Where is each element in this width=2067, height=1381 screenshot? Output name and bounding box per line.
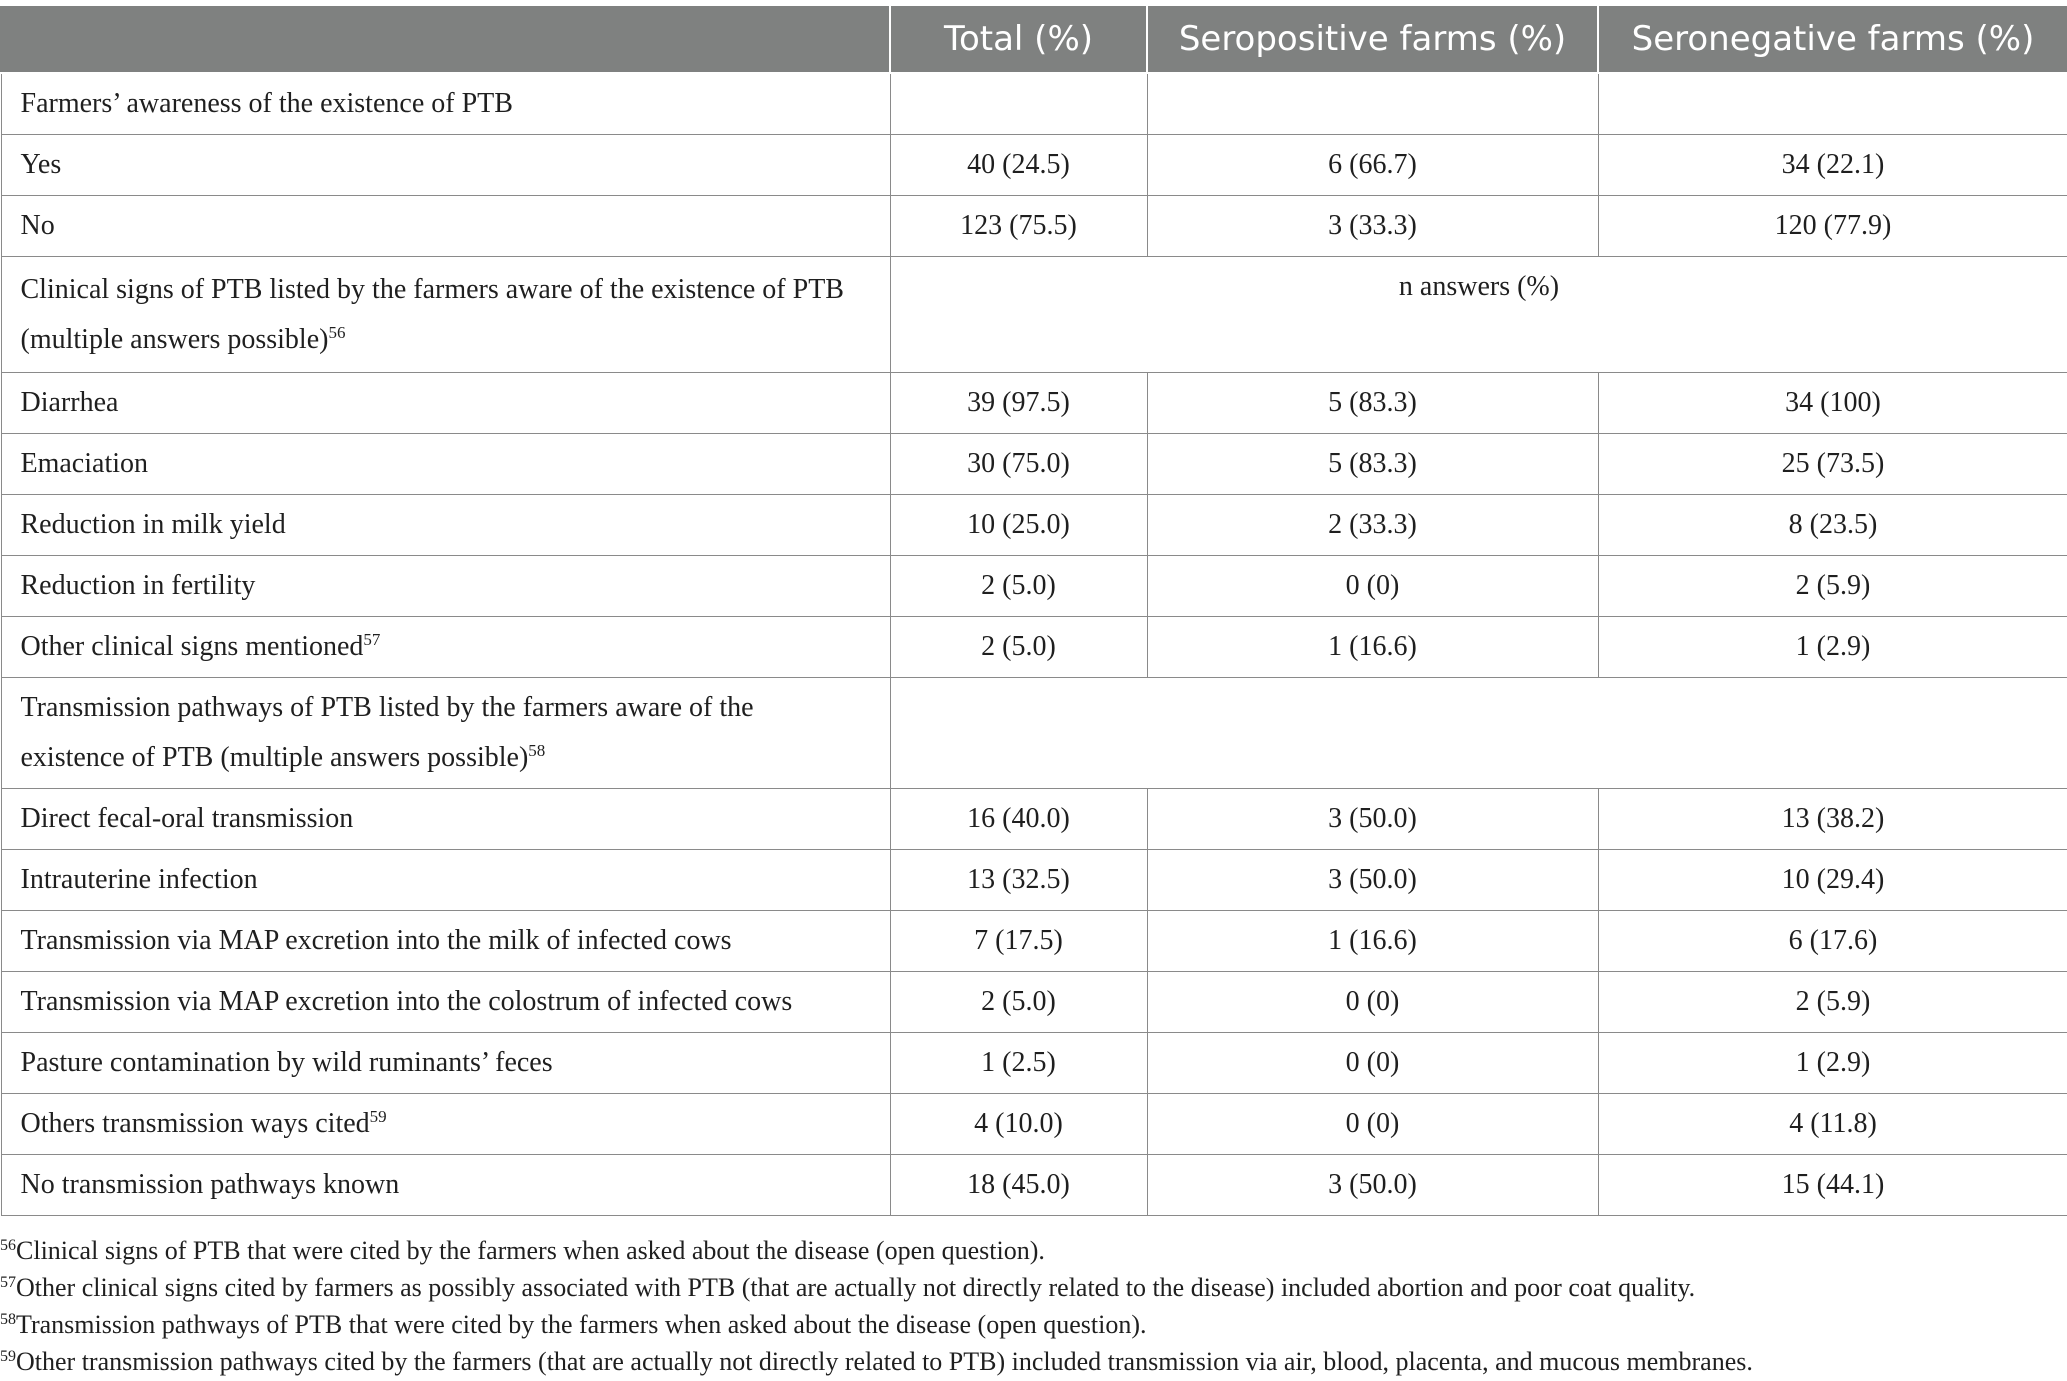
cell-seronegative: 15 (44.1) <box>1598 1155 2067 1216</box>
n-answers-label: n answers (%) <box>890 257 2067 373</box>
row-label: Diarrhea <box>1 373 890 434</box>
cell-total: 18 (45.0) <box>890 1155 1147 1216</box>
cell-seropositive: 6 (66.7) <box>1147 135 1598 196</box>
row-label: Yes <box>1 135 890 196</box>
section-title: Transmission pathways of PTB listed by the farmers aware of the existence of PTB (multiple answers possible)$^{58}$ <box>1 678 890 789</box>
cell-seronegative: 4 (11.8) <box>1598 1094 2067 1155</box>
cell-seropositive: 3 (33.3) <box>1147 196 1598 257</box>
cell-total: 13 (32.5) <box>890 850 1147 911</box>
footnote-ref: 57 <box>363 630 381 649</box>
table-row <box>1 196 2067 257</box>
row-label: Pasture contamination by wild ruminants’ feces <box>1 1033 890 1094</box>
table-row <box>1 556 2067 617</box>
cell-total: 1 (2.5) <box>890 1033 1147 1094</box>
cell-seropositive: 1 (16.6) <box>1147 617 1598 678</box>
cell-seronegative: 120 (77.9) <box>1598 196 2067 257</box>
row-label: No <box>1 196 890 257</box>
cell-total: 123 (75.5) <box>890 196 1147 257</box>
cell-seropositive: 5 (83.3) <box>1147 434 1598 495</box>
row-label: Reduction in fertility <box>1 556 890 617</box>
cell-total: 2 (5.0) <box>890 617 1147 678</box>
table-row <box>1 617 2067 678</box>
row-label: Transmission via MAP excretion into the colostrum of infected cows <box>1 972 890 1033</box>
cell-seropositive: 0 (0) <box>1147 1094 1598 1155</box>
cell-total: 2 (5.0) <box>890 972 1147 1033</box>
cell-seropositive: 3 (50.0) <box>1147 1155 1598 1216</box>
row-label: Others transmission ways cited$^{59}$ <box>1 1094 890 1155</box>
cell-seropositive: 0 (0) <box>1147 972 1598 1033</box>
cell-seropositive: 0 (0) <box>1147 556 1598 617</box>
cell-seronegative: 34 (22.1) <box>1598 135 2067 196</box>
cell-total: 40 (24.5) <box>890 135 1147 196</box>
row-label: Transmission via MAP excretion into the milk of infected cows <box>1 911 890 972</box>
header-label <box>1 5 890 73</box>
row-label: No transmission pathways known <box>1 1155 890 1216</box>
table-row <box>1 850 2067 911</box>
footnotes <box>0 1232 2067 1380</box>
table-row <box>1 1155 2067 1216</box>
cell-total: 39 (97.5) <box>890 373 1147 434</box>
table-row <box>1 434 2067 495</box>
cell-seropositive: 0 (0) <box>1147 1033 1598 1094</box>
table-row <box>1 373 2067 434</box>
header-row <box>1 5 2067 73</box>
section-row-awareness <box>1 73 2067 135</box>
cell-seronegative: 8 (23.5) <box>1598 495 2067 556</box>
section-title: Farmers’ awareness of the existence of PTB <box>1 73 890 135</box>
cell-seronegative: 13 (38.2) <box>1598 789 2067 850</box>
header-total: Total (%) <box>890 5 1147 73</box>
cell-seropositive: 5 (83.3) <box>1147 373 1598 434</box>
cell-seropositive: 1 (16.6) <box>1147 911 1598 972</box>
cell-seropositive: 3 (50.0) <box>1147 850 1598 911</box>
table-row <box>1 789 2067 850</box>
section-row-transmission <box>1 678 2067 789</box>
cell-total: 30 (75.0) <box>890 434 1147 495</box>
footnote: $^{58}$Transmission pathways of PTB that were cited by the farmers when asked about the disease (open question). <box>0 1310 1147 1339</box>
survey-table <box>0 4 2067 1216</box>
footnote: $^{56}$Clinical signs of PTB that were cited by the farmers when asked about the disease (open question). <box>0 1236 1045 1265</box>
cell-total: 10 (25.0) <box>890 495 1147 556</box>
cell-total: 16 (40.0) <box>890 789 1147 850</box>
cell-seronegative: 1 (2.9) <box>1598 1033 2067 1094</box>
cell-total: 7 (17.5) <box>890 911 1147 972</box>
header-seronegative: Seronegative farms (%) <box>1598 5 2067 73</box>
footnote: $^{59}$Other transmission pathways cited by the farmers (that are actually not directly related to PTB) included transmission via air, blood, placenta, and mucous membranes. <box>0 1347 1753 1376</box>
cell-seronegative: 6 (17.6) <box>1598 911 2067 972</box>
footnote: $^{57}$Other clinical signs cited by farmers as possibly associated with PTB (that are actually not directly related to the disease) included abortion and poor coat quality. <box>0 1273 1696 1302</box>
cell-seronegative: 2 (5.9) <box>1598 972 2067 1033</box>
table-row <box>1 495 2067 556</box>
table-row <box>1 135 2067 196</box>
section-row-clinical <box>1 257 2067 373</box>
section-title: Clinical signs of PTB listed by the farmers aware of the existence of PTB (multiple answers possible)$^{56}$ <box>1 257 890 373</box>
cell-seropositive: 3 (50.0) <box>1147 789 1598 850</box>
table-row <box>1 1033 2067 1094</box>
cell-seronegative: 2 (5.9) <box>1598 556 2067 617</box>
row-label: Reduction in milk yield <box>1 495 890 556</box>
cell-seronegative: 34 (100) <box>1598 373 2067 434</box>
row-label: Other clinical signs mentioned$^{57}$ <box>1 617 890 678</box>
footnote-ref: 56 <box>328 322 346 342</box>
cell-seronegative: 1 (2.9) <box>1598 617 2067 678</box>
row-label: Intrauterine infection <box>1 850 890 911</box>
header-seropositive: Seropositive farms (%) <box>1147 5 1598 73</box>
cell-seronegative: 10 (29.4) <box>1598 850 2067 911</box>
cell-seronegative: 25 (73.5) <box>1598 434 2067 495</box>
data-table-container <box>0 4 2067 1216</box>
cell-seropositive: 2 (33.3) <box>1147 495 1598 556</box>
footnote-ref: 59 <box>369 1107 387 1126</box>
table-row <box>1 911 2067 972</box>
row-label: Emaciation <box>1 434 890 495</box>
table-row <box>1 1094 2067 1155</box>
cell-total: 2 (5.0) <box>890 556 1147 617</box>
cell-total: 4 (10.0) <box>890 1094 1147 1155</box>
table-row <box>1 972 2067 1033</box>
footnote-ref: 58 <box>528 741 546 760</box>
row-label: Direct fecal-oral transmission <box>1 789 890 850</box>
